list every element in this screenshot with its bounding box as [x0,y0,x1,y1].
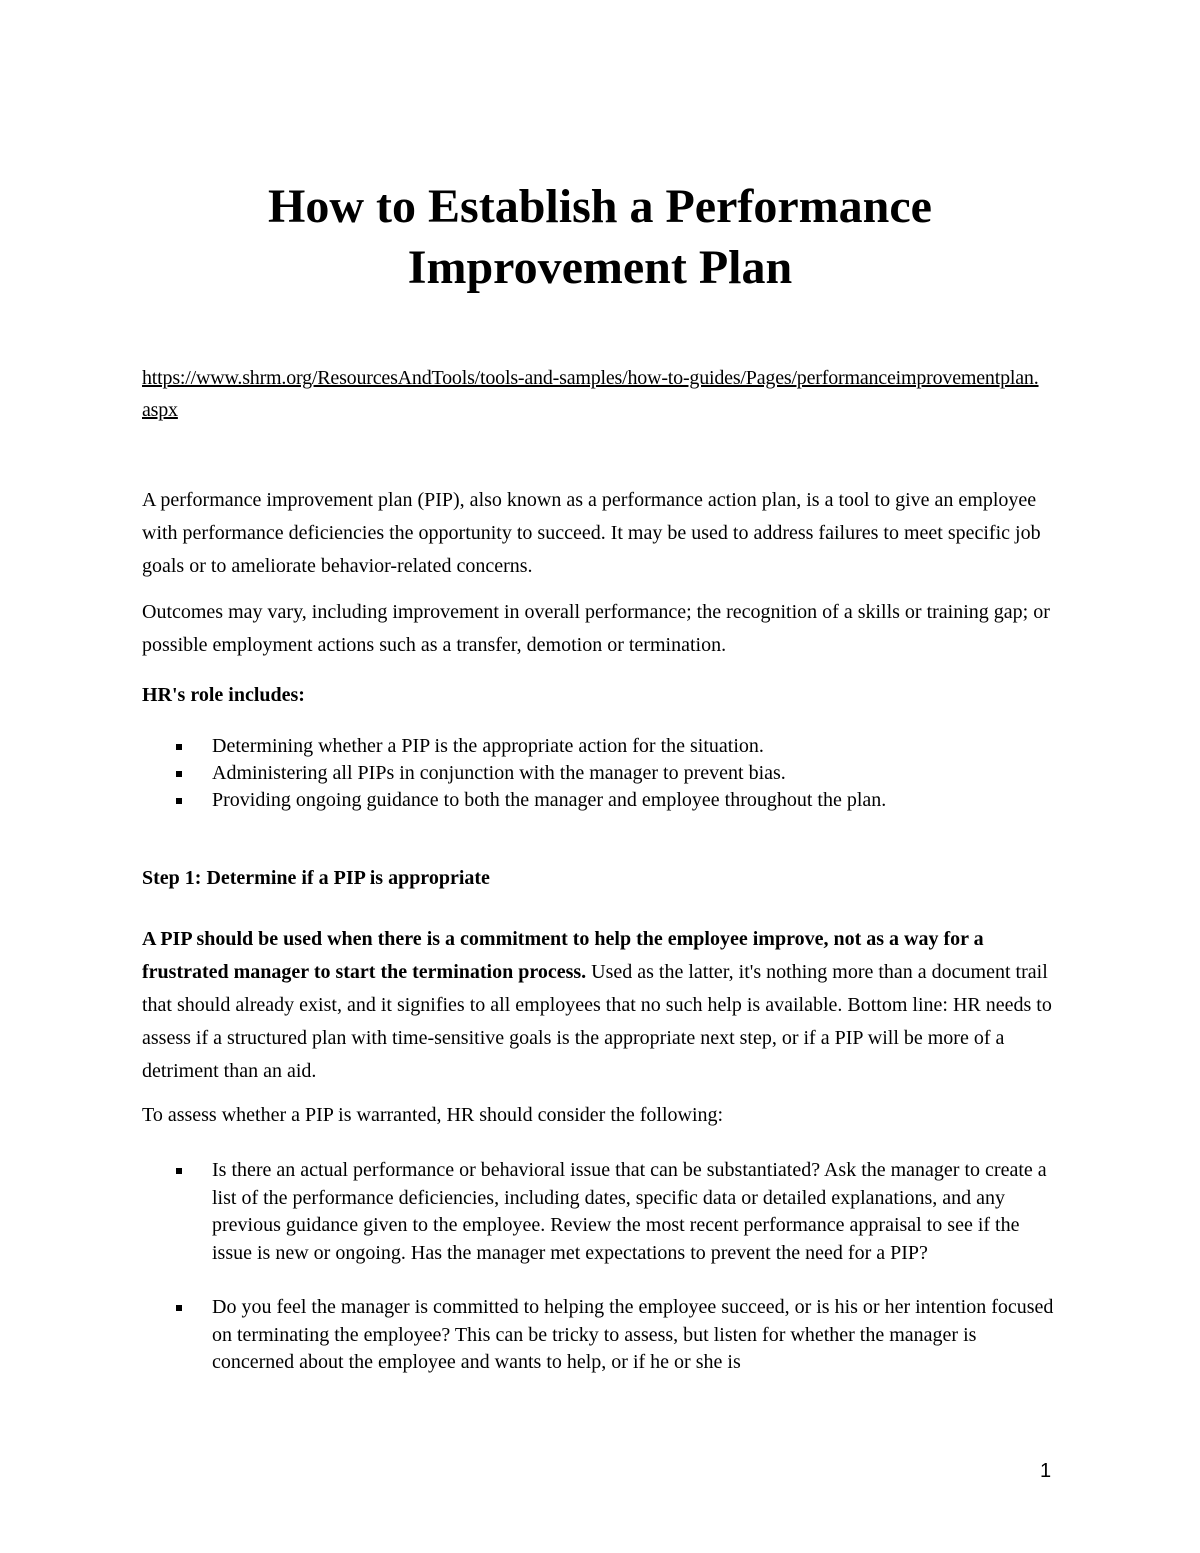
hr-role-heading: HR's role includes: [142,684,305,706]
list-item [172,1294,1062,1377]
title-line-1: How to Establish a Performance [268,180,932,233]
document-title [140,176,1060,298]
title-line-2: Improvement Plan [407,241,793,294]
page-number: 1 [1040,1460,1052,1482]
intro-paragraph: A performance improvement plan (PIP), also known as a performance action plan, is a tool to give an employee with performance deficiencies the opportunity to succeed. It may be used to address failures to meet specific job goals or to ameliorate behavior-related concerns. [142,489,1041,577]
list-item [172,1157,1062,1267]
list-item [172,760,1062,787]
bullet-icon [176,1168,182,1174]
outcomes-paragraph: Outcomes may vary, including improvement in overall performance; the recognition of a skills or training gap; or possible employment actions such as a transfer, demotion or termination. [142,601,1050,656]
step1-rest: Used as the latter, it's nothing more than a document trail that should already exist, and it signifies to all employees that no such help is available. Bottom line: HR needs to assess if a structured plan with time-sensitive goals is the appropriate next step, or if a PIP will be more of a detriment than an aid. [142,961,1052,1082]
list-item-text: Is there an actual performance or behavioral issue that can be substantiated? Ask the manager to create a list of the performance deficiencies, including dates, specific data or detailed explanations, and any previous guidance given to the employee. Review the most recent performance appraisal to see if the issue is new or ongoing. Has the manager met expectations to prevent the need for a PIP? [212,1159,1047,1264]
list-item [172,733,1062,760]
step1-paragraph [142,923,1062,1088]
list-item [172,787,1062,814]
hr-role-list [172,733,1062,814]
bullet-icon [176,744,182,750]
step1-bold-lead: A PIP should be used when there is a commitment to help the employee improve, not as a way for a frustrated manager to start the termination process. [142,928,984,983]
assess-intro: To assess whether a PIP is warranted, HR should consider the following: [142,1104,724,1126]
bullet-icon [176,1305,182,1311]
bullet-icon [176,771,182,777]
list-item-text: Administering all PIPs in conjunction with the manager to prevent bias. [212,762,786,784]
list-item-text: Determining whether a PIP is the appropriate action for the situation. [212,735,764,757]
source-link[interactable]: https://www.shrm.org/ResourcesAndTools/tools-and-samples/how-to-guides/Pages/performanceimprovementplan.aspx [142,367,1039,421]
bullet-icon [176,798,182,804]
list-item-text: Providing ongoing guidance to both the manager and employee throughout the plan. [212,789,887,811]
assess-list [172,1157,1062,1404]
step1-heading: Step 1: Determine if a PIP is appropriate [142,867,490,889]
list-item-text: Do you feel the manager is committed to helping the employee succeed, or is his or her intention focused on terminating the employee? This can be tricky to assess, but listen for whether the manager is concerned about the employee and wants to help, or if he or she is [212,1296,1054,1373]
